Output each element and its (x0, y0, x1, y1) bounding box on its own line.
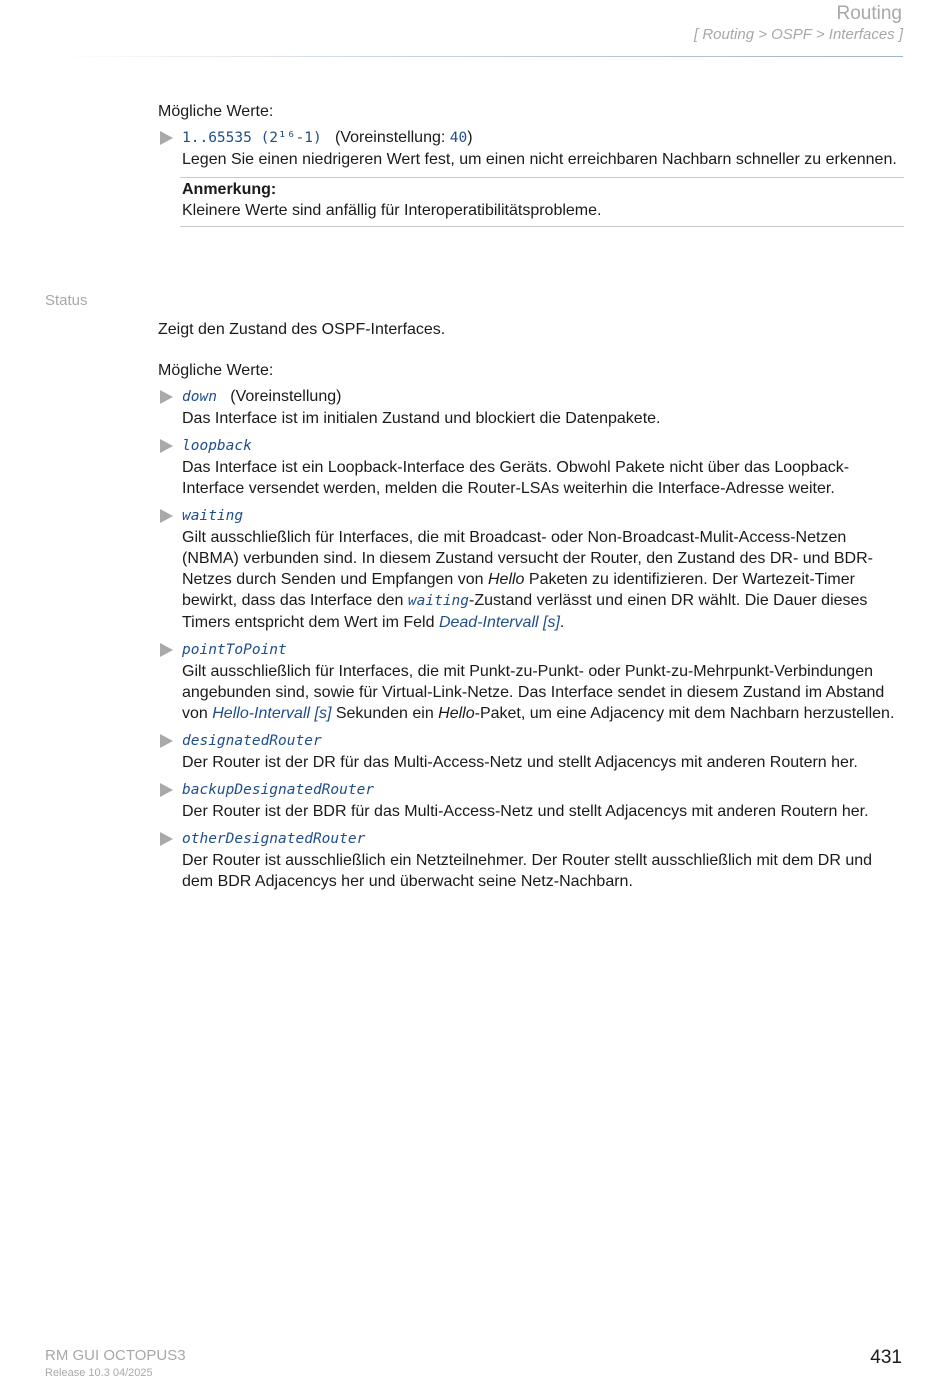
value-designatedrouter: designatedRouter (182, 733, 322, 749)
value-pointtopoint: pointToPoint (182, 642, 287, 658)
bullet-triangle-icon (160, 390, 173, 404)
waiting-text-2: Paketen zu identifizieren. Der Wartezeit-Timer bewirkt, dass das Interface den (182, 571, 855, 609)
ptp-text-3: -Paket, um eine Adjacency mit dem Nachbarn herzustellen. (474, 705, 895, 722)
waiting-text-4: . (559, 614, 565, 631)
bullet-triangle-icon (160, 643, 173, 657)
waiting-description (182, 527, 904, 633)
possible-values-label: Mögliche Werte: (158, 103, 274, 120)
waiting-text-1: Gilt ausschließlich für Interfaces, die mit Broadcast- oder Non-Broadcast-Mulit-Access-Netzen (NBMA) verbunden sind. In diesem Zustand versucht der Router, den Zustand des DR- und BDR-Netzes durch Senden und Empfangen von (182, 529, 873, 588)
bullet-triangle-icon (160, 734, 173, 748)
default-suffix: ) (467, 129, 473, 146)
note-box (180, 177, 904, 227)
hello-term: Hello (438, 705, 475, 722)
status-section (158, 319, 904, 892)
possible-values-label: Mögliche Werte: (158, 362, 274, 379)
breadcrumb: [ Routing > OSPF > Interfaces ] (694, 26, 903, 43)
list-item-designatedrouter (158, 730, 904, 773)
hello-interval-link[interactable]: Hello-Intervall [s] (212, 705, 332, 722)
value-down: down (182, 389, 217, 405)
footer-product: RM GUI OCTOPUS3 (45, 1347, 186, 1364)
bullet-triangle-icon (160, 509, 173, 523)
note-title: Anmerkung: (182, 181, 277, 198)
header-title: Routing (836, 3, 902, 24)
bullet-triangle-icon (160, 439, 173, 453)
status-intro: Zeigt den Zustand des OSPF-Interfaces. (158, 321, 446, 338)
bullet-triangle-icon (160, 832, 173, 846)
otherdesignatedrouter-description: Der Router ist ausschließlich ein Netzteilnehmer. Der Router stellt ausschließlich mit dem DR und dem BDR Adjacencys her und überwacht seine Netz-Nachbarn. (182, 852, 873, 890)
range-value: 1..65535 (2¹⁶-1) (182, 130, 322, 146)
section-label-status: Status (45, 292, 88, 309)
list-item-range (158, 127, 904, 170)
list-item-pointtopoint (158, 639, 904, 724)
list-item-down (158, 386, 904, 429)
note-text: Kleinere Werte sind anfällig für Interoperatibilitätsprobleme. (182, 202, 602, 219)
header-divider (60, 56, 903, 57)
loopback-description: Das Interface ist ein Loopback-Interface des Geräts. Obwohl Pakete nicht über das Loopback-Interface versendet werden, melden die Router-LSAs weiterhin die Interface-Adresse weiter. (182, 459, 850, 497)
value-waiting: waiting (182, 508, 244, 524)
value-loopback: loopback (182, 438, 252, 454)
default-value: 40 (449, 130, 468, 146)
default-label: (Voreinstellung) (230, 388, 342, 405)
value-backupdesignatedrouter: backupDesignatedRouter (182, 782, 375, 798)
list-item-otherdesignatedrouter (158, 828, 904, 892)
ptp-text-2: Sekunden ein (331, 705, 439, 722)
range-line (182, 127, 904, 149)
list-item-waiting (158, 505, 904, 633)
inline-code-waiting: waiting (407, 593, 470, 609)
dead-interval-link[interactable]: Dead-Intervall [s] (438, 614, 560, 631)
value-otherdesignatedrouter: otherDesignatedRouter (182, 831, 366, 847)
page-number: 431 (870, 1347, 902, 1368)
list-item-loopback (158, 435, 904, 499)
bullet-triangle-icon (160, 131, 173, 145)
footer-release: Release 10.3 04/2025 (45, 1367, 153, 1379)
dead-interval-section (158, 101, 904, 227)
default-prefix: (Voreinstellung: (335, 129, 450, 146)
backupdesignatedrouter-description: Der Router ist der BDR für das Multi-Access-Netz und stellt Adjacencys mit anderen Routern her. (182, 803, 869, 820)
ptp-text-1: Gilt ausschließlich für Interfaces, die mit Punkt-zu-Punkt- oder Punkt-zu-Mehrpunkt-Verbindungen angebunden sind, sowie für Virtual-Link-Netze. Das Interface sendet in diesem Zustand im Abstand von (182, 663, 885, 722)
down-description: Das Interface ist im initialen Zustand und blockiert die Datenpakete. (182, 410, 661, 427)
designatedrouter-description: Der Router ist der DR für das Multi-Access-Netz und stellt Adjacencys mit anderen Routern her. (182, 754, 858, 771)
range-description: Legen Sie einen niedrigeren Wert fest, um einen nicht erreichbaren Nachbarn schneller zu erkennen. (182, 151, 897, 168)
hello-term: Hello (487, 571, 525, 588)
pointtopoint-description (182, 661, 904, 724)
bullet-triangle-icon (160, 783, 173, 797)
waiting-text-3: -Zustand verlässt und einen DR wählt. Die Dauer dieses Timers entspricht dem Wert im Feld (182, 592, 868, 631)
list-item-backupdesignatedrouter (158, 779, 904, 822)
